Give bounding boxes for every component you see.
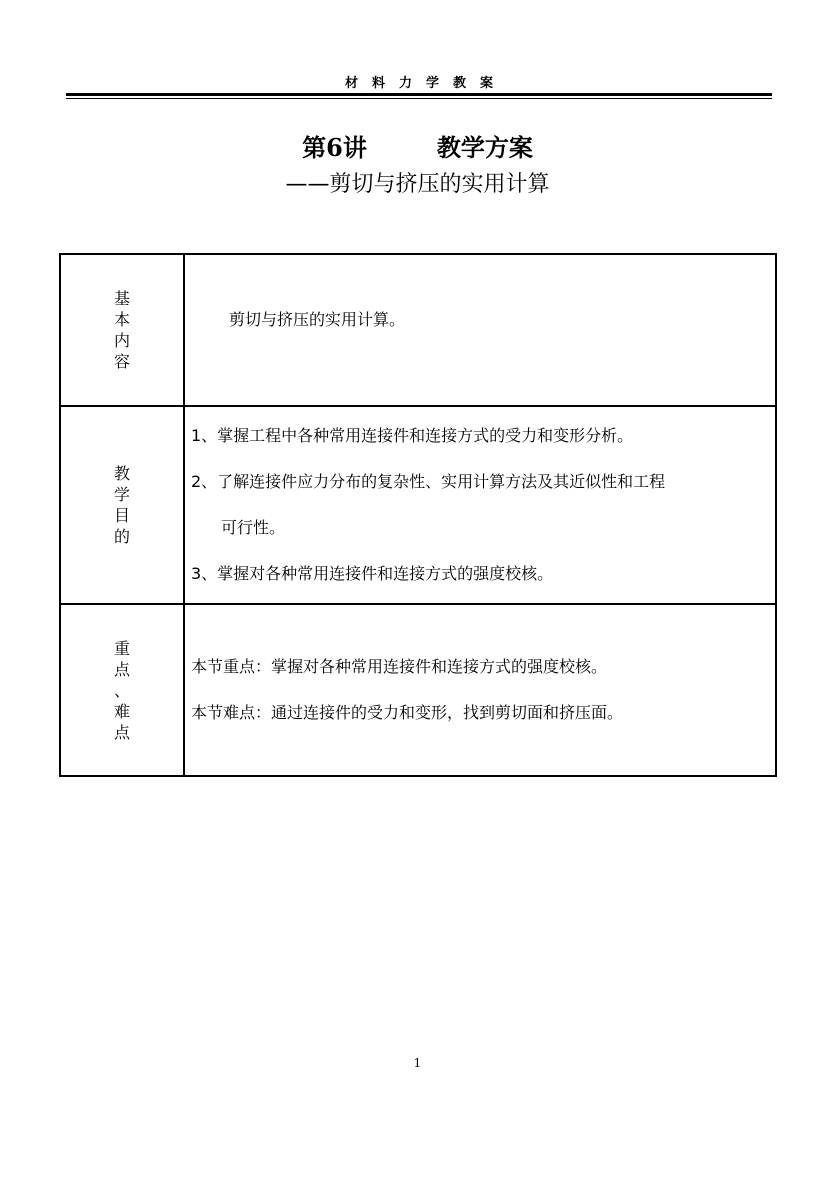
label-basic-content: 基 本 内 容: [60, 254, 184, 406]
objective-line: 1、掌握工程中各种常用连接件和连接方式的受力和变形分析。: [191, 426, 634, 445]
difficult-point-line: 本节难点：通过连接件的受力和变形，找到剪切面和挤压面。: [191, 703, 624, 722]
table-row-objectives: [60, 406, 776, 604]
page-subtitle: ——剪切与挤压的实用计算: [285, 172, 550, 197]
basic-content-text: 剪切与挤压的实用计算。: [229, 309, 406, 329]
header-rule-thin: [66, 98, 772, 99]
key-points-cell: [184, 604, 776, 776]
label-teaching-objectives: 教 学 目 的: [60, 406, 184, 604]
lecture-number: 第6讲: [302, 133, 367, 162]
objective-line: 2、了解连接件应力分布的复杂性、实用计算方法及其近似性和工程: [191, 472, 666, 491]
objectives-cell: [184, 406, 776, 604]
key-point-line: 本节重点：掌握对各种常用连接件和连接方式的强度校核。: [191, 657, 608, 676]
plan-heading: 教学方案: [436, 133, 533, 162]
page-title: [0, 128, 835, 163]
lesson-plan-table: [59, 253, 777, 777]
objective-line: 可行性。: [221, 518, 286, 537]
header-rule-thick: [66, 93, 772, 96]
table-row-key-points: [60, 604, 776, 776]
running-header: 材料力学教案: [344, 76, 507, 91]
page-number: 1: [413, 1056, 422, 1070]
table-row-basic: [60, 254, 776, 406]
basic-content-cell: [184, 254, 776, 406]
objective-line: 3、掌握对各种常用连接件和连接方式的强度校核。: [191, 564, 554, 583]
label-key-difficult-points: 重 点 、 难 点: [60, 604, 184, 776]
